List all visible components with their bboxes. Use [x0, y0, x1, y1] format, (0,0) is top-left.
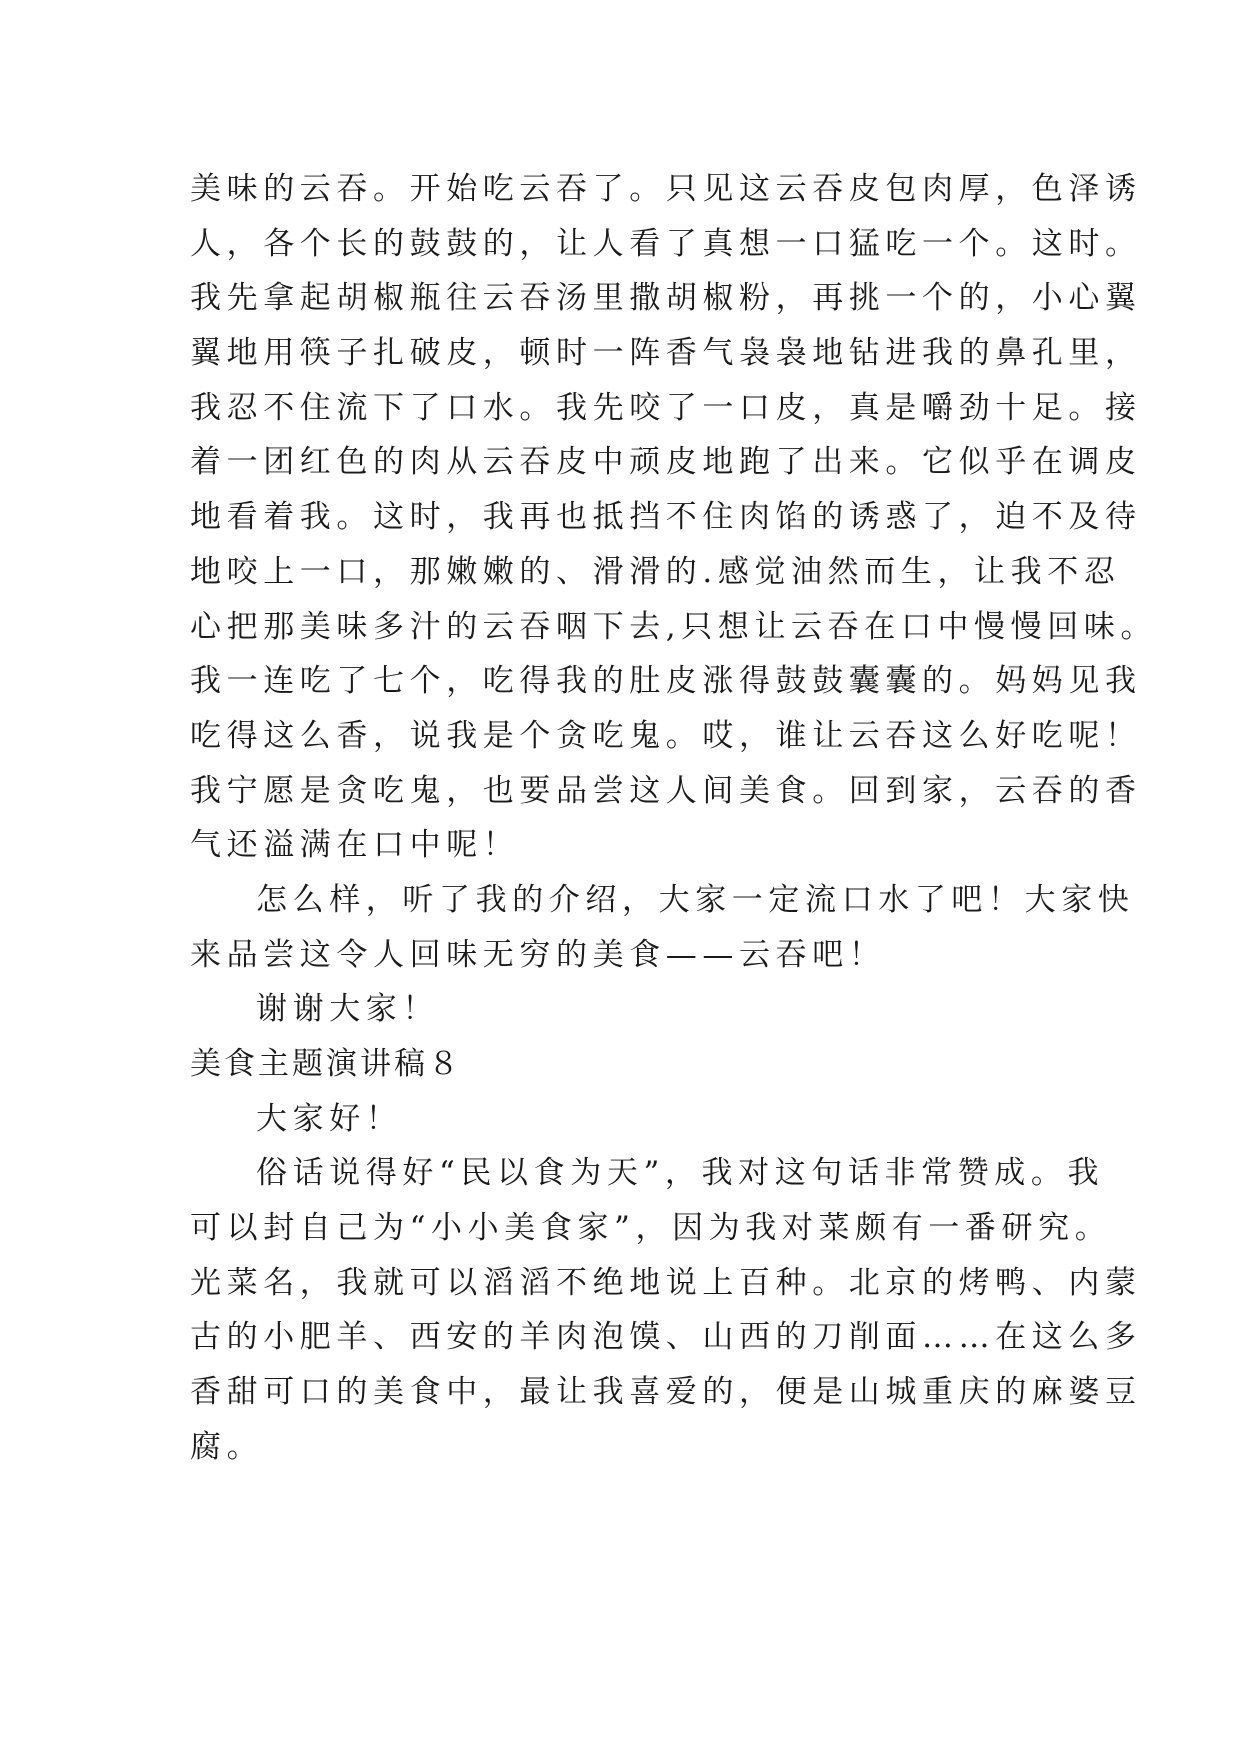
paragraph-line: 我忍不住流下了口水。我先咬了一口皮，真是嚼劲十足。接: [190, 389, 1142, 426]
paragraph-line: 气还溢满在口中呢！: [190, 827, 520, 864]
paragraph-line: 我宁愿是贪吃鬼，也要品尝这人间美食。回到家，云吞的香: [190, 772, 1142, 809]
paragraph-line: 我先拿起胡椒瓶往云吞汤里撒胡椒粉，再挑一个的，小心翼: [190, 280, 1142, 317]
paragraph-line: 吃得这么香，说我是个贪吃鬼。哎，谁让云吞这么好吃呢！: [190, 717, 1142, 754]
paragraph-line: 着一团红色的肉从云吞皮中顽皮地跑了出来。它似乎在调皮: [190, 444, 1142, 481]
paragraph-line: 地看着我。这时，我再也抵挡不住肉馅的诱惑了，迫不及待: [190, 499, 1142, 536]
document-body: [190, 162, 1158, 1475]
paragraph-line: 香甜可口的美食中，最让我喜爱的，便是山城重庆的麻婆豆: [190, 1374, 1142, 1411]
paragraph-line: 人，各个长的鼓鼓的，让人看了真想一口猛吃一个。这时。: [190, 225, 1142, 262]
paragraph-line: 我一连吃了七个，吃得我的肚皮涨得鼓鼓囊囊的。妈妈见我: [190, 663, 1142, 700]
paragraph-line: 腐。: [190, 1428, 264, 1465]
closing-line: 谢谢大家！: [256, 991, 439, 1028]
paragraph-line: 可以封自己为“小小美食家”，因为我对菜颇有一番研究。: [190, 1210, 1112, 1247]
paragraph-line: 古的小肥羊、西安的羊肉泡馍、山西的刀削面……在这么多: [190, 1319, 1142, 1356]
paragraph-line: 光菜名，我就可以滔滔不绝地说上百种。北京的烤鸭、内蒙: [190, 1264, 1142, 1301]
paragraph-line: 美味的云吞。开始吃云吞了。只见这云吞皮包肉厚，色泽诱: [190, 171, 1142, 207]
paragraph-line: 怎么样，听了我的介绍，大家一定流口水了吧！大家快: [256, 881, 1135, 918]
paragraph-line: 俗话说得好“民以食为天”，我对这句话非常赞成。我: [256, 1155, 1105, 1192]
paragraph-line: 翼地用筷子扎破皮，顿时一阵香气袅袅地钻进我的鼻孔里，: [190, 335, 1142, 372]
paragraph-line: 心把那美味多汁的云吞咽下去,只想让云吞在口中慢慢回味。: [190, 608, 1158, 645]
section-heading: 美食主题演讲稿８: [190, 1046, 462, 1082]
paragraph-line: 来品尝这令人回味无穷的美食——云吞吧！: [190, 936, 886, 973]
paragraph-line: 地咬上一口，那嫩嫩的、滑滑的.感觉油然而生，让我不忍: [190, 553, 1121, 590]
greeting-line: 大家好！: [256, 1100, 403, 1137]
